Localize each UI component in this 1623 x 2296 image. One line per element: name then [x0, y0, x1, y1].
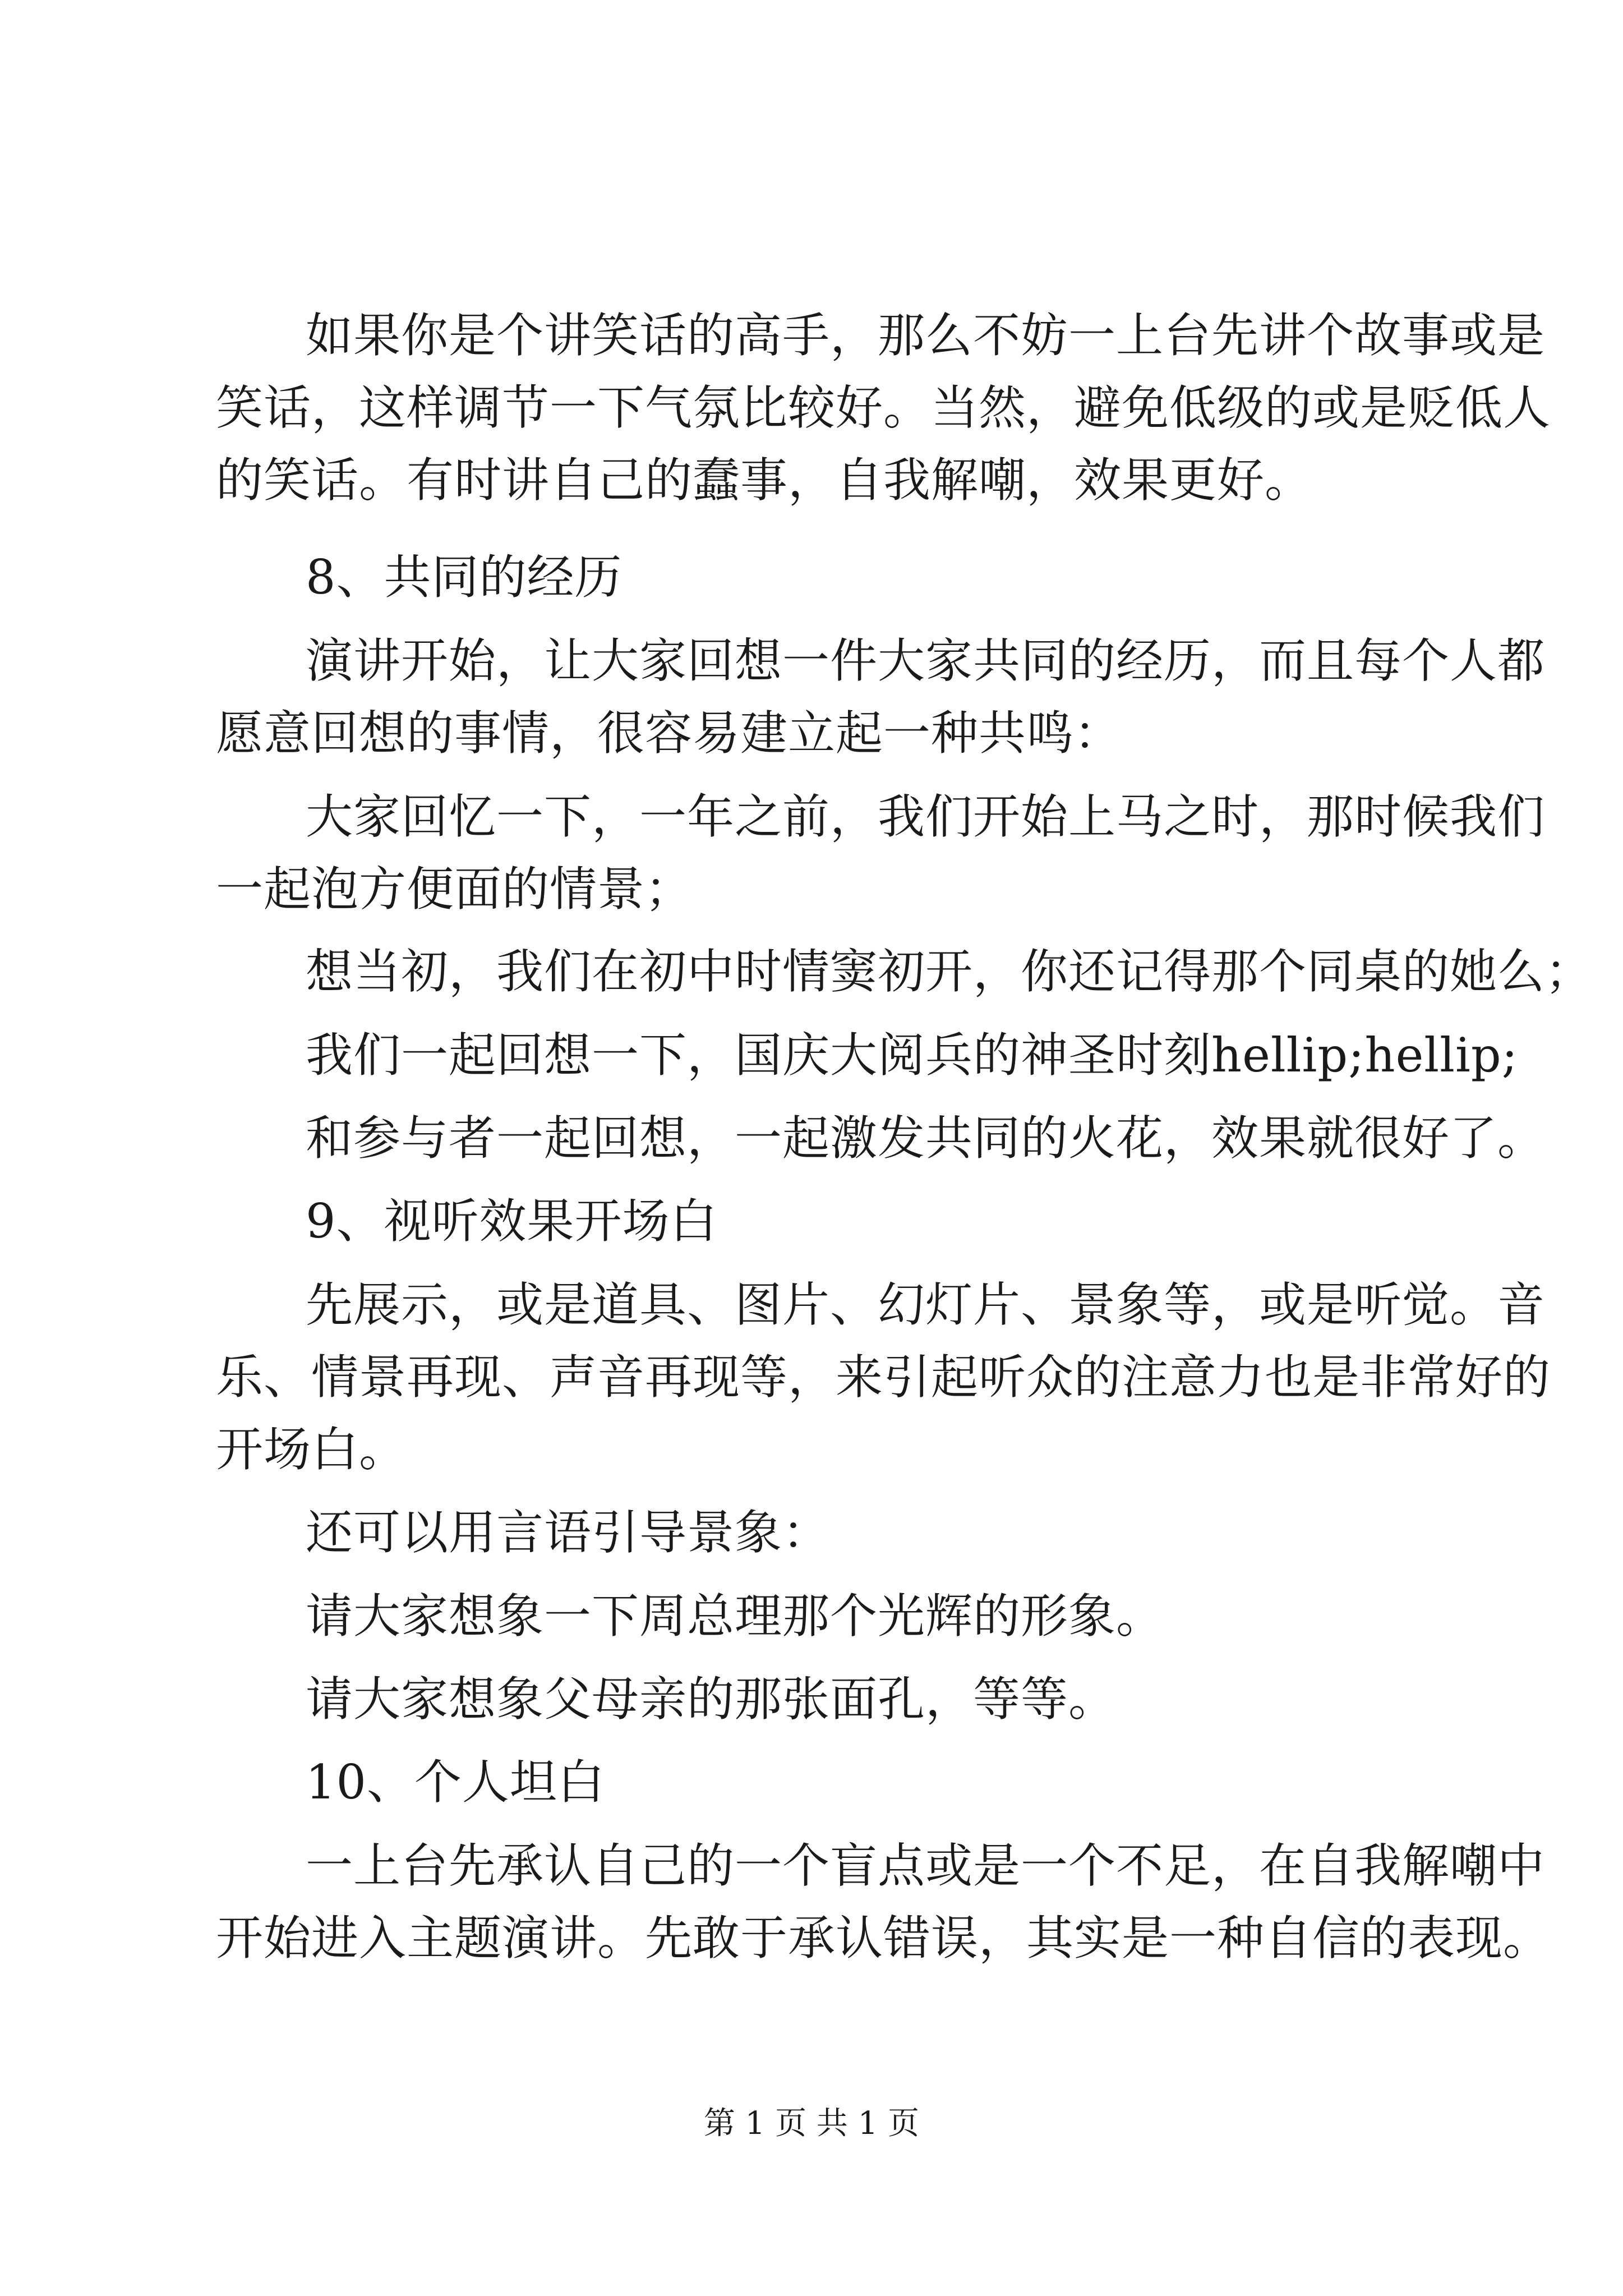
paragraph-line: 笑话，这样调节一下气氛比较好。当然，避免低级的或是贬低人: [216, 380, 1551, 435]
paragraph-line: 请大家想象父母亲的那张面孔，等等。: [306, 1672, 1117, 1727]
paragraph-line: 愿意回想的事情，很容易建立起一种共鸣：: [216, 706, 1122, 761]
paragraph-line: 还可以用言语引导景象：: [306, 1505, 831, 1560]
paragraph-line: 如果你是个讲笑话的高手，那么不妨一上台先讲个故事或是: [306, 308, 1546, 363]
paragraph-line: 和参与者一起回想，一起激发共同的火花，效果就很好了。: [306, 1111, 1546, 1166]
paragraph-line: 请大家想象一下周总理那个光辉的形象。: [306, 1589, 1164, 1644]
paragraph-line: 开始进入主题演讲。先敢于承认错误，其实是一种自信的表现。: [216, 1911, 1551, 1966]
section-heading: 8、共同的经历: [306, 550, 623, 605]
section-heading: 10、个人坦白: [306, 1755, 605, 1810]
page-number-footer: 第 1 页 共 1 页: [703, 2105, 920, 2142]
paragraph-line: 我们一起回想一下，国庆大阅兵的神圣时刻hellip;hellip;: [306, 1028, 1518, 1083]
paragraph-line: 的笑话。有时讲自己的蠢事，自我解嘲，效果更好。: [216, 453, 1313, 508]
paragraph-line: 大家回忆一下，一年之前，我们开始上马之时，那时候我们: [306, 789, 1546, 844]
paragraph-line: 演讲开始，让大家回想一件大家共同的经历，而且每个人都: [306, 633, 1546, 688]
paragraph-line: 一上台先承认自己的一个盲点或是一个不足，在自我解嘲中: [306, 1838, 1546, 1893]
paragraph-line: 先展示，或是道具、图片、幻灯片、景象等，或是听觉。音: [306, 1277, 1546, 1332]
paragraph-line: 一起泡方便面的情景；: [216, 862, 693, 917]
section-heading: 9、视听效果开场白: [306, 1194, 718, 1249]
paragraph-line: 开场白。: [216, 1422, 407, 1477]
paragraph-line: 乐、情景再现、声音再现等，来引起听众的注意力也是非常好的: [216, 1350, 1551, 1405]
paragraph-line: 想当初，我们在初中时情窦初开，你还记得那个同桌的她么；: [306, 944, 1593, 999]
